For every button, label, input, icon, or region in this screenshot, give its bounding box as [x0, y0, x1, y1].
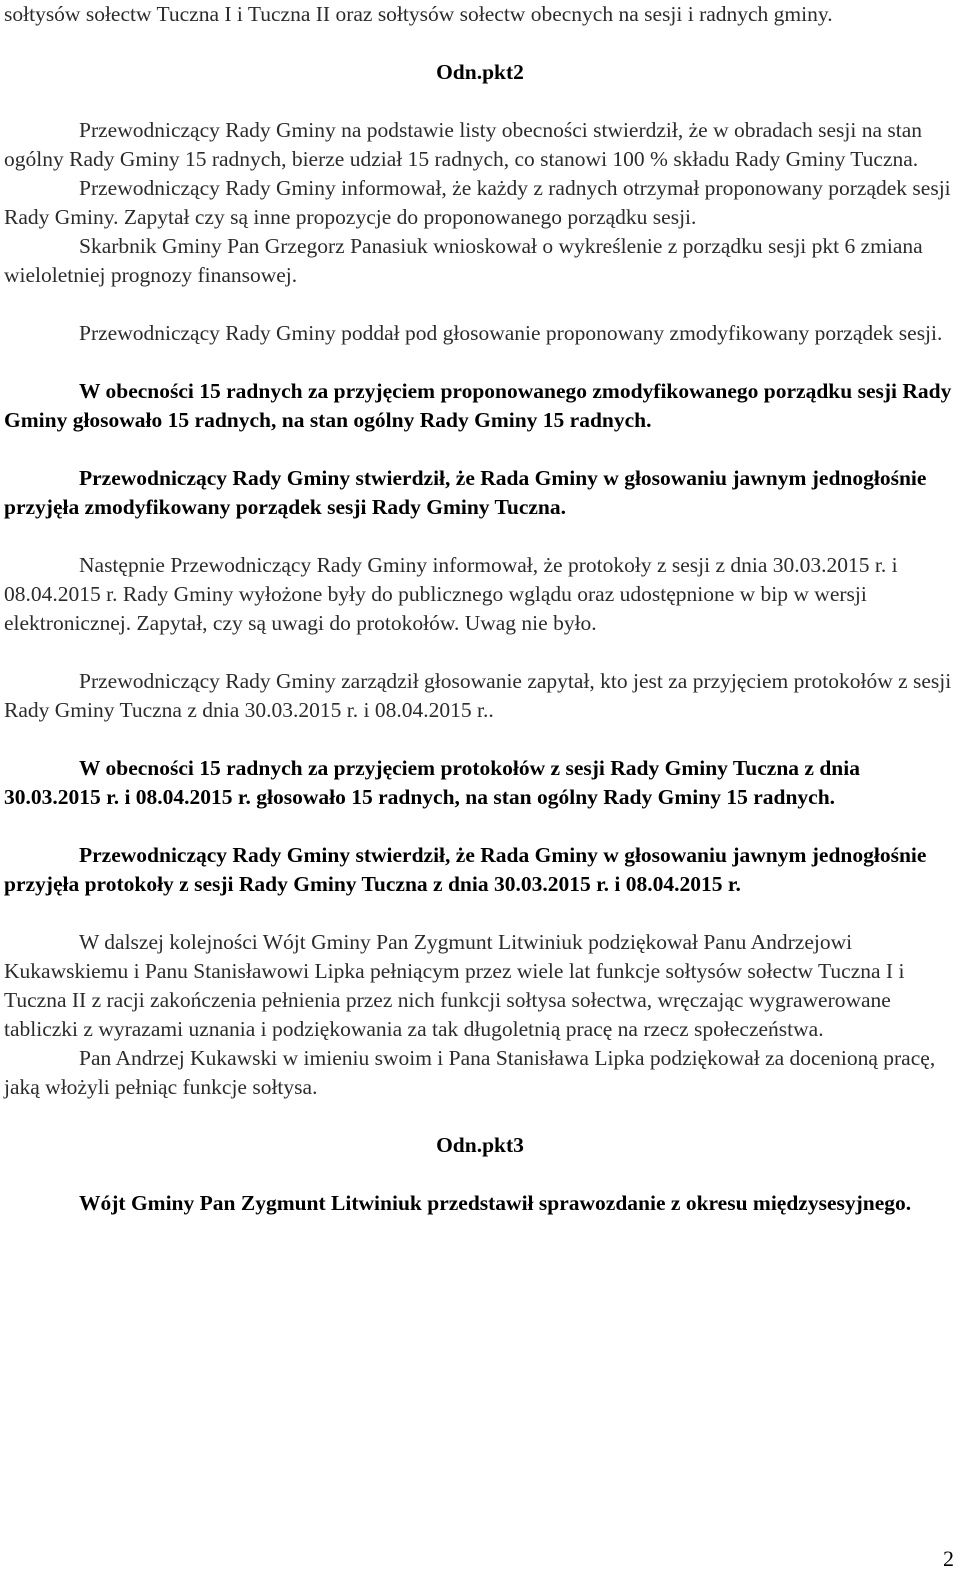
section-heading-pkt2: Odn.pkt2 [436, 60, 524, 84]
paragraph-thanks-soltys: W dalszej kolejności Wójt Gminy Pan Zygmunt Litwiniuk podziękował Panu Andrzejowi Kukawskiemu i Panu Stanisławowi Lipka pełniącym przez wiele lat funkcje sołtysów sołectw Tuczna I i Tuczna II z racji zakończenia pełnienia przez nich funkcji sołtysa sołectwa, wręczając wygrawerowane tabliczki z wyrazami uznania i podziękowania za tak długoletnią pracę na rzecz społeczeństwa. [4, 930, 905, 1041]
document-page [4, 0, 956, 1218]
paragraph-vote-result-agenda: W obecności 15 radnych za przyjęciem proponowanego zmodyfikowanego porządku sesji Rady Gminy głosowało 15 radnych, na stan ogólny Rady Gminy 15 radnych. [4, 379, 952, 432]
paragraph-quorum: Przewodniczący Rady Gminy na podstawie listy obecności stwierdził, że w obradach sesji na stan ogólny Rady Gminy 15 radnych, bierze udział 15 radnych, co stanowi 100 % składu Rady Gminy Tuczna. [4, 118, 923, 171]
paragraph-attendees-continued: sołtysów sołectw Tuczna I i Tuczna II oraz sołtysów sołectw obecnych na sesji i radnych gminy. [4, 2, 833, 26]
paragraph-protocols-adopted: Przewodniczący Rady Gminy stwierdził, że Rada Gminy w głosowaniu jawnym jednogłośnie przyjęła protokoły z sesji Rady Gminy Tuczna z dnia 30.03.2015 r. i 08.04.2015 r. [4, 843, 927, 896]
paragraph-mayor-report: Wójt Gminy Pan Zygmunt Litwiniuk przedstawił sprawozdanie z okresu międzysesyjnego. [79, 1191, 912, 1215]
paragraph-vote-result-protocols: W obecności 15 radnych za przyjęciem protokołów z sesji Rady Gminy Tuczna z dnia 30.03.2015 r. i 08.04.2015 r. głosowało 15 radnych, na stan ogólny Rady Gminy 15 radnych. [4, 756, 860, 809]
section-heading-pkt3: Odn.pkt3 [436, 1133, 524, 1157]
paragraph-treasurer-motion: Skarbnik Gminy Pan Grzegorz Panasiuk wnioskował o wykreślenie z porządku sesji pkt 6 zmiana wieloletniej prognozy finansowej. [4, 234, 923, 287]
paragraph-protocols-info: Następnie Przewodniczący Rady Gminy informował, że protokoły z sesji z dnia 30.03.2015 r. i 08.04.2015 r. Rady Gminy wyłożone były do publicznego wglądu oraz udostępnione w bip w wersji elektronicznej. Zapytał, czy są uwagi do protokołów. Uwag nie było. [4, 553, 898, 635]
paragraph-vote-call: Przewodniczący Rady Gminy poddał pod głosowanie proponowany zmodyfikowany porządek sesji. [79, 321, 943, 345]
paragraph-protocols-vote-call: Przewodniczący Rady Gminy zarządził głosowanie zapytał, kto jest za przyjęciem protokołów z sesji Rady Gminy Tuczna z dnia 30.03.2015 r. i 08.04.2015 r.. [4, 669, 952, 722]
paragraph-kukawski-thanks: Pan Andrzej Kukawski w imieniu swoim i Pana Stanisława Lipka podziękował za docenioną pracę, jaką włożyli pełniąc funkcje sołtysa. [4, 1046, 936, 1099]
paragraph-agenda-info: Przewodniczący Rady Gminy informował, że każdy z radnych otrzymał proponowany porządek sesji Rady Gminy. Zapytał czy są inne propozycje do proponowanego porządku sesji. [4, 176, 951, 229]
page-number: 2 [943, 1546, 954, 1571]
paragraph-agenda-adopted: Przewodniczący Rady Gminy stwierdził, że Rada Gminy w głosowaniu jawnym jednogłośnie przyjęła zmodyfikowany porządek sesji Rady Gminy Tuczna. [4, 466, 927, 519]
